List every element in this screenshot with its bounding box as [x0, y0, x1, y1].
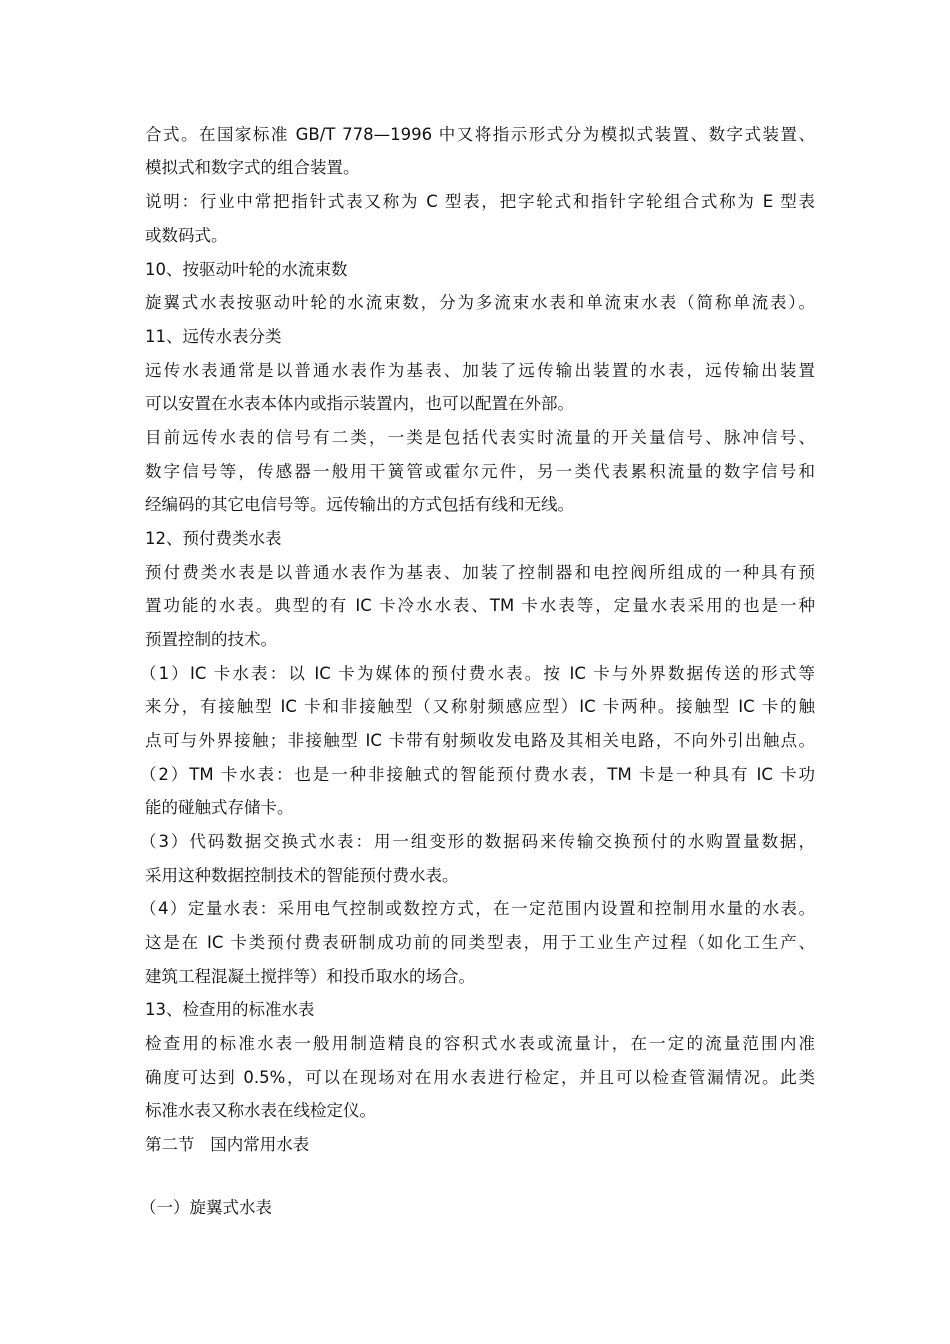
text-line: 标准水表又称水表在线检定仪。 — [145, 1101, 376, 1120]
text-line: 目前远传水表的信号有二类，一类是包括代表实时流量的开关量信号、脉冲信号、 — [145, 428, 815, 447]
text-line: 数字信号等，传感器一般用干簧管或霍尔元件，另一类代表累积流量的数字信号和 — [145, 462, 815, 481]
text-line: 预付费类水表是以普通水表作为基表、加装了控制器和电控阀所组成的一种具有预 — [145, 563, 815, 582]
text-line: 确度可达到 0.5%，可以在现场对在用水表进行检定，并且可以检查管漏情况。此类 — [145, 1068, 815, 1087]
text-line: 预置控制的技术。 — [145, 630, 277, 649]
text-line: 旋翼式水表按驱动叶轮的水流束数，分为多流束水表和单流束水表（简称单流表）。 — [145, 293, 815, 312]
text-line: 检查用的标准水表一般用制造精良的容积式水表或流量计，在一定的流量范围内准 — [145, 1034, 815, 1053]
section-heading: 10、按驱动叶轮的水流束数 — [145, 260, 348, 279]
subsection-heading: （一）旋翼式水表 — [140, 1198, 272, 1217]
text-line: 采用这种数据控制技术的智能预付费水表。 — [145, 866, 459, 885]
text-line: 或数码式。 — [145, 226, 228, 245]
list-item: （1）IC 卡水表：以 IC 卡为媒体的预付费水表。按 IC 卡与外界数据传送的形式等 — [140, 664, 815, 683]
section-heading: 12、预付费类水表 — [145, 529, 282, 548]
text-line: 这是在 IC 卡类预付费表研制成功前的同类型表，用于工业生产过程（如化工生产、 — [145, 933, 815, 952]
text-line: 置功能的水表。典型的有 IC 卡冷水水表、TM 卡水表等，定量水表采用的也是一种 — [145, 596, 815, 615]
text-line: 点可与外界接触；非接触型 IC 卡带有射频收发电路及其相关电路，不向外引出触点。 — [145, 731, 815, 750]
text-line: 可以安置在水表本体内或指示装置内，也可以配置在外部。 — [145, 394, 574, 413]
text-line: 模拟式和数字式的组合装置。 — [145, 158, 360, 177]
section-heading: 13、检查用的标准水表 — [145, 1000, 315, 1019]
text-line: 来分，有接触型 IC 卡和非接触型（又称射频感应型）IC 卡两种。接触型 IC 卡的触 — [145, 697, 815, 716]
list-item: （4）定量水表：采用电气控制或数控方式，在一定范围内设置和控制用水量的水表。 — [140, 899, 815, 918]
text-line: 经编码的其它电信号等。远传输出的方式包括有线和无线。 — [145, 495, 574, 514]
text-line: 说明：行业中常把指针式表又称为 C 型表，把字轮式和指针字轮组合式称为 E 型表 — [145, 192, 815, 211]
list-item: （2）TM 卡水表：也是一种非接触式的智能预付费水表，TM 卡是一种具有 IC 卡功 — [140, 765, 815, 784]
text-line: 远传水表通常是以普通水表作为基表、加装了远传输出装置的水表，远传输出装置 — [145, 361, 815, 380]
list-item: （3）代码数据交换式水表：用一组变形的数据码来传输交换预付的水购置量数据， — [140, 832, 815, 851]
text-line: 合式。在国家标准 GB/T 778—1996 中又将指示形式分为模拟式装置、数字式装置、 — [145, 125, 815, 144]
section-heading: 11、远传水表分类 — [145, 327, 282, 346]
text-line: 能的碰触式存储卡。 — [145, 798, 294, 817]
chapter-heading: 第二节 国内常用水表 — [145, 1135, 310, 1154]
text-line: 建筑工程混凝土搅拌等）和投币取水的场合。 — [145, 967, 475, 986]
